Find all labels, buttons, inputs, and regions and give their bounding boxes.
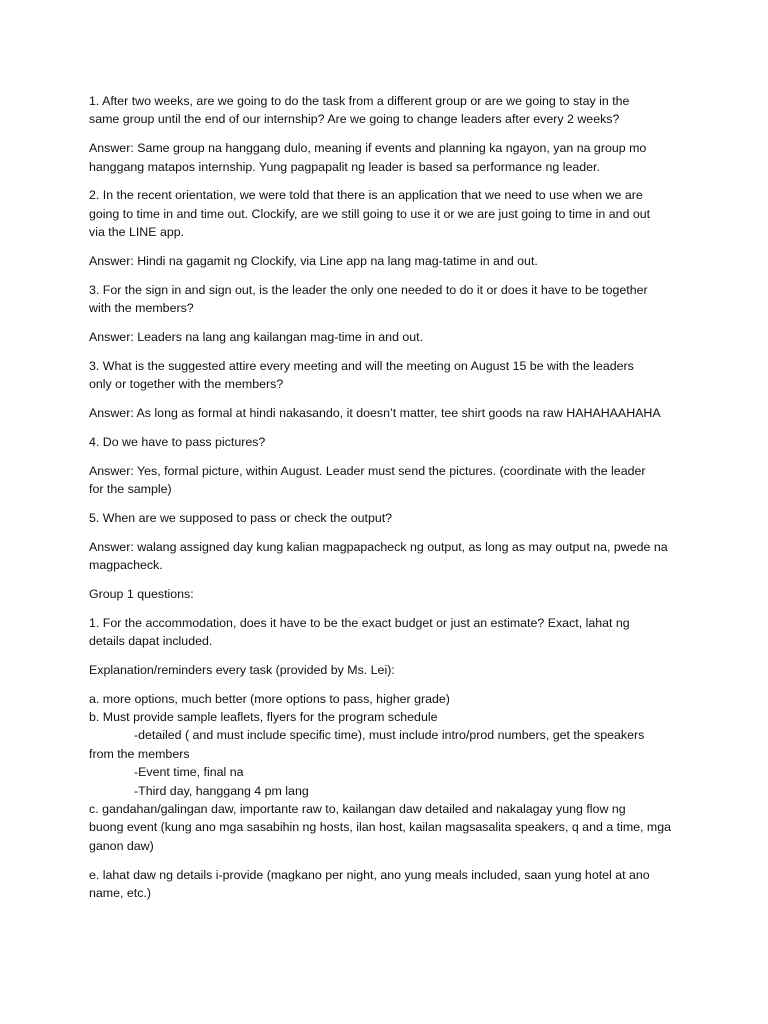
question-3 (89, 281, 688, 318)
question-1 (89, 92, 688, 129)
reminder-subitem: -detailed ( and must include specific time), must include intro/prod numbers, get the speakers (134, 728, 645, 743)
reminders-heading (89, 661, 688, 679)
reminders-list (89, 690, 688, 856)
text-line: for the sample) (89, 482, 172, 497)
text-line: 2. In the recent orientation, we were told that there is an application that we need to use when we are (89, 188, 643, 203)
text-line: Answer: Leaders na lang ang kailangan mag-time in and out. (89, 330, 424, 345)
answer-2 (89, 252, 688, 270)
text-line: ganon daw) (89, 838, 154, 853)
text-line: 5. When are we supposed to pass or check the output? (89, 510, 393, 525)
text-line: Answer: Same group na hanggang dulo, meaning if events and planning ka ngayon, yan na group mo (89, 141, 647, 156)
reminder-item-e (89, 866, 688, 903)
section-heading: Group 1 questions: (89, 586, 194, 601)
answer-5 (89, 538, 688, 575)
text-line: magpacheck. (89, 558, 163, 573)
reminder-item-c: c. gandahan/galingan daw, importante raw to, kailangan daw detailed and nakalagay yung flow ng (89, 802, 626, 817)
text-line: Answer: Yes, formal picture, within August. Leader must send the pictures. (coordinate with the leader (89, 463, 646, 478)
reminder-item-a: a. more options, much better (more options to pass, higher grade) (89, 691, 450, 706)
text-line: 3. What is the suggested attire every meeting and will the meeting on August 15 be with the leaders (89, 358, 634, 373)
text-line: going to time in and time out. Clockify, are we still going to use it or we are just going to time in and out (89, 206, 651, 221)
section-heading: Explanation/reminders every task (provided by Ms. Lei): (89, 662, 395, 677)
question-4 (89, 433, 688, 451)
text-line: 3. For the sign in and sign out, is the leader the only one needed to do it or does it have to be together (89, 282, 648, 297)
text-line: buong event (kung ano mga sasabihin ng hosts, ilan host, kailan magsasalita speakers, q and a time, mga (89, 820, 672, 835)
reminder-subitem: -Third day, hanggang 4 pm lang (134, 783, 309, 798)
text-line: details dapat included. (89, 634, 213, 649)
text-line: Answer: walang assigned day kung kalian magpapacheck ng output, as long as may output na, pwede na (89, 539, 668, 554)
question-3b (89, 357, 688, 394)
text-line: with the members? (89, 301, 194, 316)
reminder-subitem-continuation: from the members (89, 746, 190, 761)
reminder-subitem: -Event time, final na (134, 765, 244, 780)
text-line: name, etc.) (89, 886, 151, 901)
text-line: via the LINE app. (89, 225, 185, 240)
text-line: hanggang matapos internship. Yung pagpapalit ng leader is based sa performance ng leader. (89, 159, 600, 174)
question-2 (89, 186, 688, 241)
answer-3 (89, 328, 688, 346)
text-line: only or together with the members? (89, 377, 284, 392)
text-line: e. lahat daw ng details i-provide (magkano per night, ano yung meals included, saan yung hotel at ano (89, 867, 650, 882)
answer-3b (89, 404, 688, 422)
text-line: Answer: Hindi na gagamit ng Clockify, via Line app na lang mag-tatime in and out. (89, 254, 538, 269)
text-line: same group until the end of our internship? Are we going to change leaders after every 2 weeks? (89, 112, 620, 127)
group-1-question-1 (89, 614, 688, 651)
text-line: 4. Do we have to pass pictures? (89, 434, 266, 449)
text-line: 1. For the accommodation, does it have to be the exact budget or just an estimate? Exact, lahat ng (89, 615, 630, 630)
question-5 (89, 509, 688, 527)
answer-4 (89, 462, 688, 499)
text-line: Answer: As long as formal at hindi nakasando, it doesn’t matter, tee shirt goods na raw HAHAHAAHAHA (89, 406, 661, 421)
group-1-heading (89, 585, 688, 603)
reminder-item-b: b. Must provide sample leaflets, flyers for the program schedule (89, 710, 438, 725)
text-line: 1. After two weeks, are we going to do the task from a different group or are we going to stay in the (89, 94, 630, 108)
answer-1 (89, 139, 688, 176)
